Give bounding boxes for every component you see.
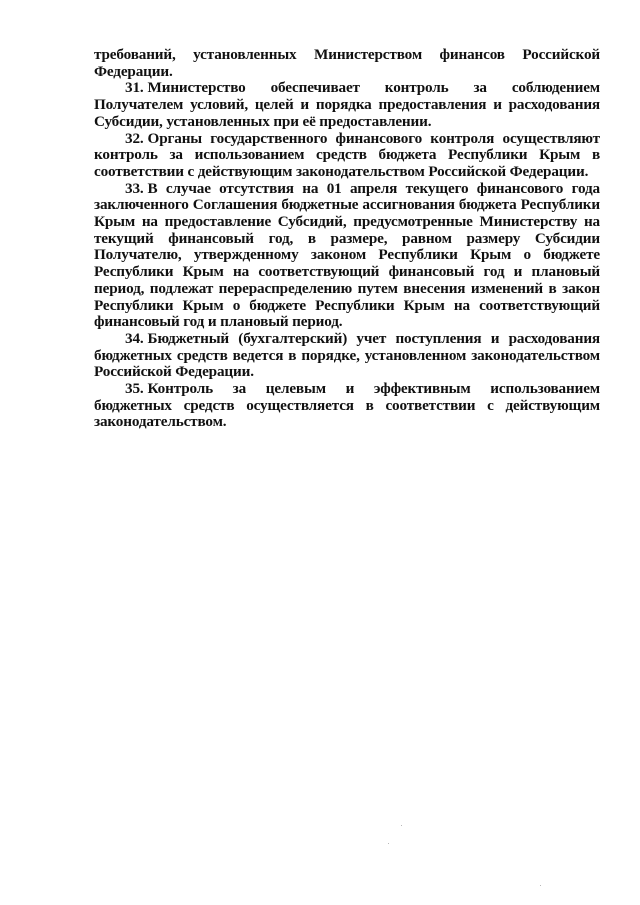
document-page (94, 47, 600, 431)
continuation-text: требований, установленных Министерством финансов Российской Федерации. (94, 46, 600, 80)
paragraph-35 (94, 381, 600, 431)
paragraph-number: 33. (125, 179, 144, 197)
paragraph-number: 31. (125, 79, 144, 97)
paragraph-number: 35. (125, 380, 144, 398)
scan-speck (540, 885, 541, 886)
paragraph-33 (94, 181, 600, 331)
paragraph-text: В случае отсутствия на 01 апреля текущего финансового года заключенного Соглашения бюджетные ассигнования бюджета Республики Крым на предоставление Субсидий, предусмотренные Министерству на текущий финансовый год, в размере, равном размеру Субсидии Получателю, утвержденному законом Республики Крым о бюджете Республики Крым на соответствующий финансовый год и плановый период, подлежат перераспределению путем внесения изменений в закон Республики Крым о бюджете Республики Крым на соответствующий финансовый год и плановый период. (94, 179, 600, 331)
paragraph-text: Министерство обеспечивает контроль за соблюдением Получателем условий, целей и порядка предоставления и расходования Субсидии, установленных при её предоставлении. (94, 79, 600, 130)
paragraph-34 (94, 331, 600, 381)
paragraph-31 (94, 80, 600, 130)
paragraph-text: Органы государственного финансового контроля осуществляют контроль за использованием средств бюджета Республики Крым в соответствии с действующим законодательством Российской Федерации. (94, 129, 600, 180)
scan-speck (401, 825, 402, 826)
paragraph-text: Бюджетный (бухгалтерский) учет поступления и расходования бюджетных средств ведется в порядке, установленном законодательством Российской Федерации. (94, 329, 600, 381)
paragraph-text: Контроль за целевым и эффективным использованием бюджетных средств осуществляется в соответствии с действующим законодательством. (94, 380, 600, 431)
paragraph-number: 34. (125, 329, 144, 347)
paragraph-number: 32. (125, 129, 144, 147)
scan-speck (388, 843, 389, 844)
paragraph-32 (94, 131, 600, 181)
